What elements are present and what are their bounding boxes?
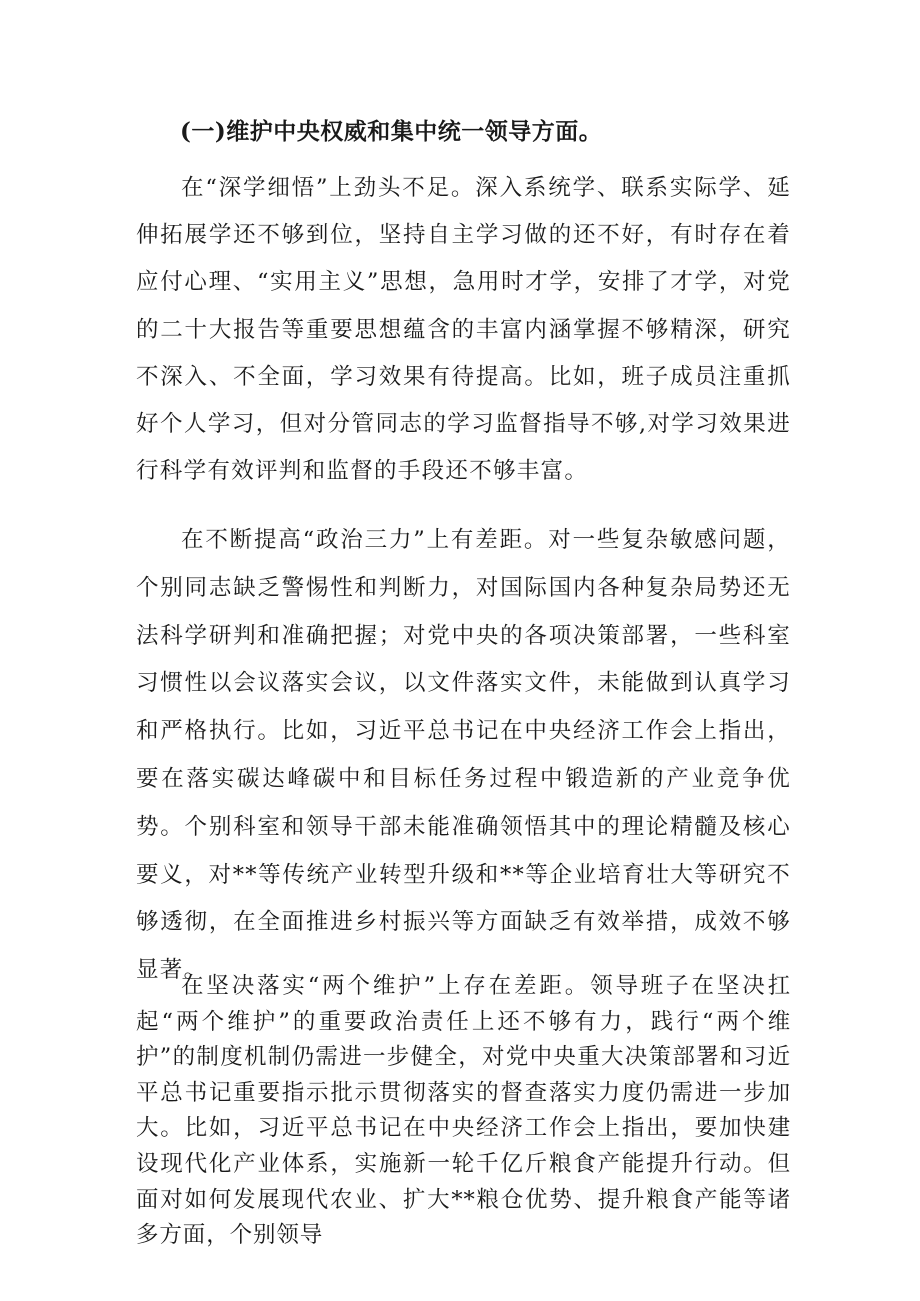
paragraph-two-safeguards: 在坚决落实“两个维护”上存在差距。领导班子在坚决扛起“两个维护”的重要政治责任上还不够有力，践行“两个维护”的制度机制仍需进一步健全，对党中央重大决策部署和习近平总书记重要指示批示贯彻落实的督查落实力度仍需进一步加大。比如，习近平总书记在中央经济工作会上指出，要加快建设现代化产业体系，实施新一轮千亿斤粮食产能提升行动。但面对如何发展现代农业、扩大**粮仓优势、提升粮食产能等诸多方面，个别领导 (136, 973, 791, 1249)
paragraph-political-ability: 在不断提高“政治三力”上有差距。对一些复杂敏感问题，个别同志缺乏警惕性和判断力，对国际国内各种复杂局势还无法科学研判和准确把握；对党中央的各项决策部署，一些科室习惯性以会议落实会议，以文件落实文件，未能做到认真学习和严格执行。比如，习近平总书记在中央经济工作会上指出，要在落实碳达峰碳中和目标任务过程中锻造新的产业竞争优势。个别科室和领导干部未能准确领悟其中的理论精髓及核心要义，对**等传统产业转型升级和**等企业培育壮大等研究不够透彻，在全面推进乡村振兴等方面缺乏有效举措，成效不够显著。 (136, 527, 791, 984)
section-heading: (一)维护中央权威和集中统一领导方面。 (180, 118, 603, 145)
paragraph-study: 在“深学细悟”上劲头不足。深入系统学、联系实际学、延伸拓展学还不够到位，坚持自主学习做的还不好，有时存在着应付心理、“实用主义”思想，急用时才学，安排了才学，对党的二十大报告等重要思想蕴含的丰富内涵掌握不够精深，研究不深入、不全面，学习效果有待提高。比如，班子成员注重抓好个人学习，但对分管同志的学习监督指导不够,对学习效果进行科学有效评判和监督的手段还不够丰富。 (136, 175, 791, 485)
